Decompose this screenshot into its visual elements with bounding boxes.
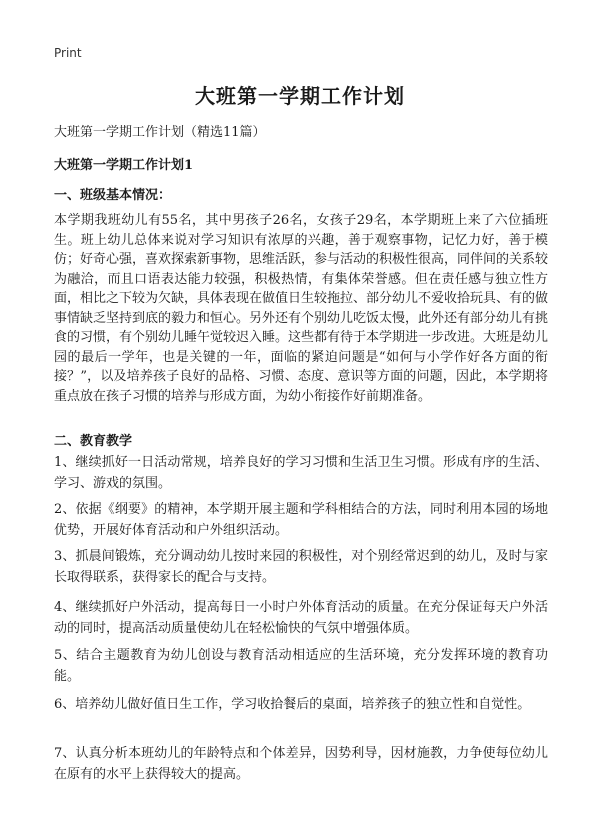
print-link[interactable]: Print: [54, 46, 82, 60]
list-item: 7、认真分析本班幼儿的年龄特点和个体差异，因势利导，因材施教，力争使每位幼儿在原有的水平上获得较大的提高。: [54, 746, 548, 782]
page-title: 大班第一学期工作计划: [195, 84, 405, 108]
document-subtitle: 大班第一学期工作计划（精选11篇）: [54, 125, 266, 140]
list-item: 3、抓晨间锻炼，充分调动幼儿按时来园的积极性，对个别经常迟到的幼儿，及时与家长取得联系，获得家长的配合与支持。: [54, 549, 548, 585]
section-heading-education: 二、教育教学: [54, 434, 133, 449]
class-situation-paragraph: 本学期我班幼儿有55名，其中男孩子26名，女孩子29名，本学期班上来了六位插班生。班上幼儿总体来说对学习知识有浓厚的兴趣，善于观察事物，记忆力好，善于模仿；好奇心强，喜欢探索新事物，思维活跃，参与活动的积极性很高，同伴间的关系较为融洽，而且口语表达能力较强，积极热情，有集体荣誉感。但在责任感与独立性方面，相比之下较为欠缺，具体表现在做值日生较拖拉、部分幼儿不爱收拾玩具、有的做事情缺乏坚持到底的毅力和恒心。另外还有个别幼儿吃饭太慢，此外还有部分幼儿有挑食的习惯，有个别幼儿睡午觉较迟入睡。这些都有待于本学期进一步改进。大班是幼儿园的最后一学年，也是关键的一年，面临的紧迫问题是“如何与小学作好各方面的衔接？”，以及培养孩子良好的品格、习惯、态度、意识等方面的问题，因此，本学期将重点放在孩子习惯的培养与形成方面，为幼小衔接作好前期准备。: [54, 213, 549, 404]
list-item: 1、继续抓好一日活动常规，培养良好的学习习惯和生活卫生习惯。形成有序的生活、学习、游戏的氛围。: [54, 455, 548, 491]
plan-heading: 大班第一学期工作计划1: [54, 158, 194, 173]
section-heading-class-situation: 一、班级基本情况：: [54, 188, 172, 203]
list-item: 6、培养幼儿做好值日生工作，学习收拾餐后的桌面，培养孩子的独立性和自觉性。: [54, 697, 531, 712]
list-item: 2、依据《纲要》的精神，本学期开展主题和学科相结合的方法，同时利用本园的场地优势，开展好体育活动和户外组织活动。: [54, 502, 548, 538]
list-item: 4、继续抓好户外活动，提高每日一小时户外体育活动的质量。在充分保证每天户外活动的同时，提高活动质量使幼儿在轻松愉快的气氛中增强体质。: [54, 600, 548, 636]
list-item: 5、结合主题教育为幼儿创设与教育活动相适应的生活环境，充分发挥环境的教育功能。: [54, 648, 548, 684]
